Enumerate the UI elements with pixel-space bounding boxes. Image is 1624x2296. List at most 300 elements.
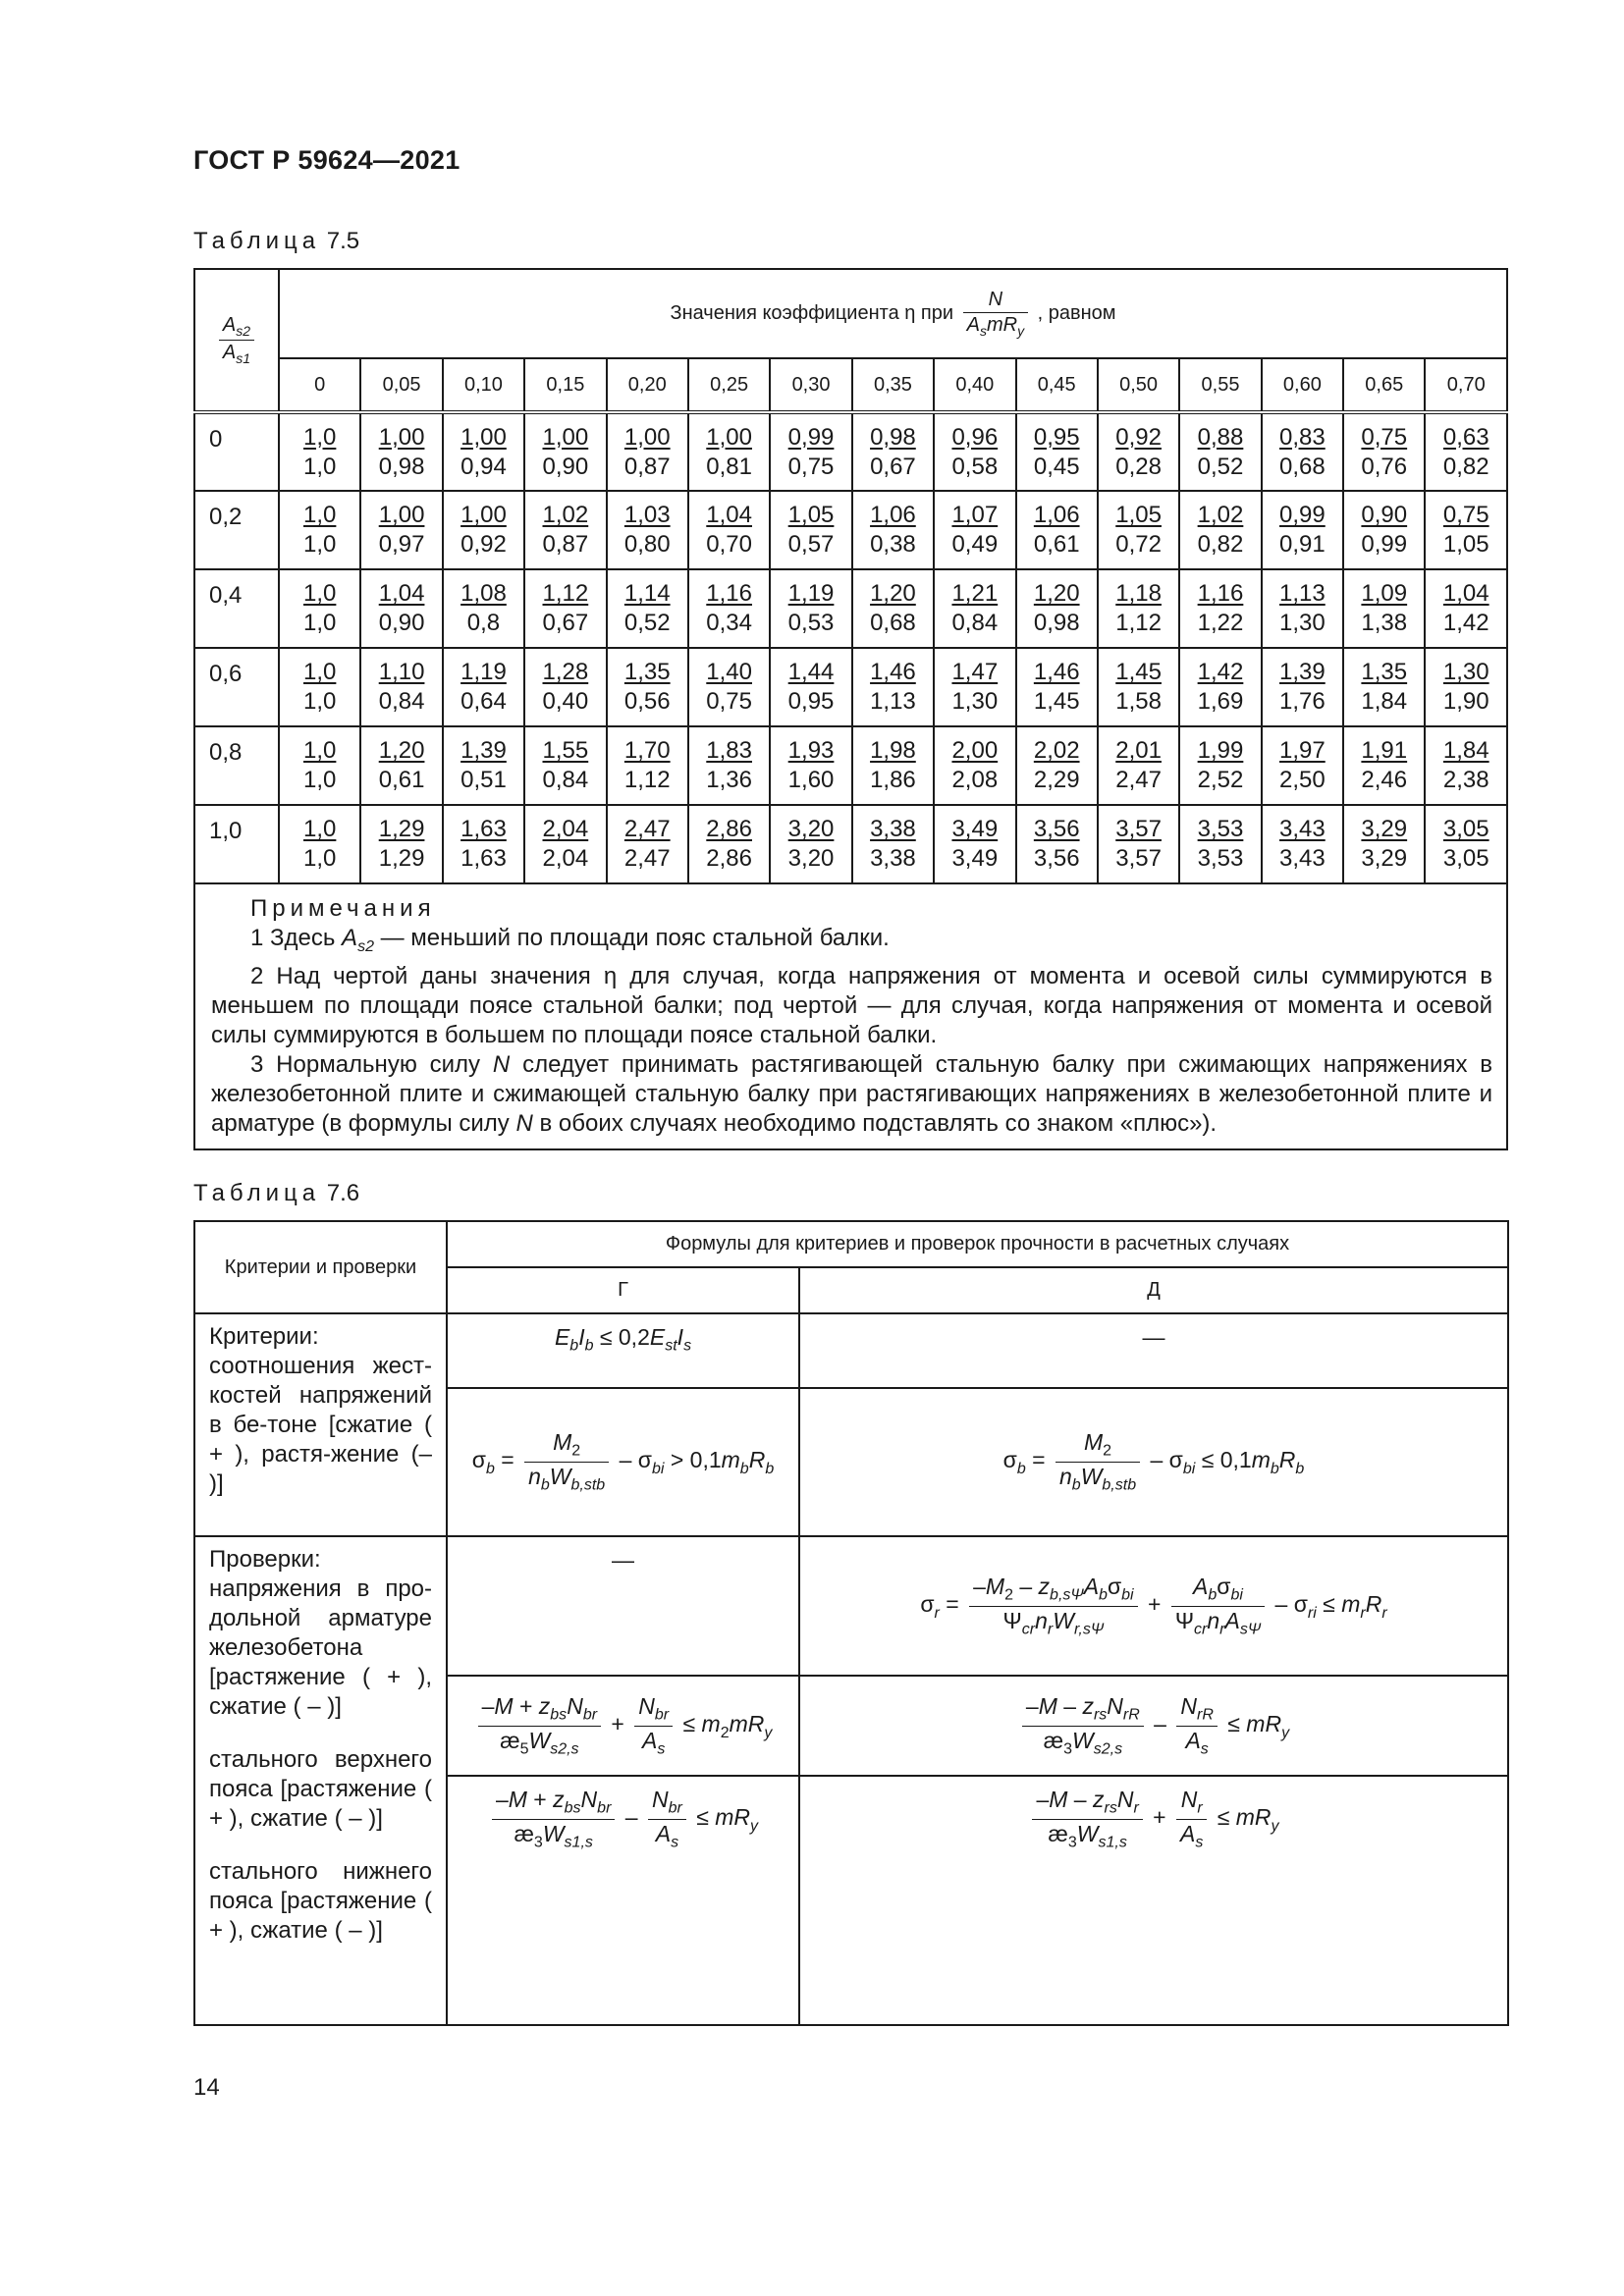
eta-value-cell [688,648,770,726]
eta-value-smaller-flange: 0,99 [787,423,835,451]
ratio-column-header: 0,25 [688,358,770,412]
eta-value-cell [279,569,360,648]
eta-value-smaller-flange: 1,99 [1197,737,1244,764]
eta-value-cell [1098,805,1179,883]
eta-value-smaller-flange: 1,00 [623,423,671,451]
row-ratio-key: 0,8 [194,726,279,805]
eta-value-larger-flange: 1,45 [1033,688,1080,715]
row-ratio-key: 0 [194,412,279,491]
eta-value-cell [279,726,360,805]
eta-value-smaller-flange: 0,96 [951,423,999,451]
eta-value-smaller-flange: 0,75 [1361,423,1408,451]
eta-value-smaller-flange: 1,14 [623,580,671,607]
stiffness-criterion-g: $E_bI_b \le 0,2E_{st}I_s$ [447,1313,799,1388]
eta-value-cell [1343,569,1425,648]
eta-value-cell [688,726,770,805]
eta-value-smaller-flange: 1,00 [542,423,589,451]
ratio-column-header: 0,05 [360,358,442,412]
note-3: 3 Нормальную силу N следует принимать растягивающей стальную балку при сжимающих напряжениях в железобетонной плите и сжимающей стальную балку при растягивающих напряжениях в железобетонной плите и арматуре (в формулы силу N в обоих случаях необходимо подставлять со знаком «плюс»). [211,1050,1493,1137]
eta-value-larger-flange: 0,80 [623,531,671,558]
eta-value-larger-flange: 0,51 [460,767,507,793]
eta-value-cell [279,412,360,491]
ratio-column-header: 0,30 [770,358,851,412]
eta-value-cell [934,412,1015,491]
eta-value-smaller-flange: 1,05 [1115,502,1162,528]
eta-value-smaller-flange: 1,00 [460,502,507,528]
eta-value-larger-flange: 0,34 [706,610,752,636]
eta-value-cell [607,412,688,491]
eta-value-smaller-flange: 3,38 [870,816,916,842]
eta-value-smaller-flange: 2,00 [951,737,999,764]
eta-value-cell [934,569,1015,648]
eta-value-cell [1179,491,1261,569]
eta-value-smaller-flange: 1,91 [1361,737,1408,764]
eta-value-larger-flange: 0,67 [870,453,916,480]
eta-value-larger-flange: 2,08 [951,767,999,793]
eta-value-cell [934,726,1015,805]
eta-value-larger-flange: 1,29 [378,845,425,872]
rebar-check-g: — [447,1536,799,1676]
eta-value-smaller-flange: 1,46 [870,659,916,685]
eta-value-larger-flange: 1,60 [787,767,835,793]
eta-value-larger-flange: 1,0 [303,610,337,636]
eta-value-smaller-flange: 3,20 [787,816,835,842]
table-row [194,726,1507,805]
eta-value-larger-flange: 3,05 [1442,845,1489,872]
eta-value-cell [524,648,606,726]
ratio-column-header: 0,50 [1098,358,1179,412]
eta-value-larger-flange: 1,0 [303,767,337,793]
row-ratio-key: 1,0 [194,805,279,883]
eta-value-cell [1016,491,1098,569]
eta-value-smaller-flange: 1,05 [787,502,835,528]
eta-value-cell [443,491,524,569]
eta-value-smaller-flange: 3,05 [1442,816,1489,842]
eta-value-cell [1098,726,1179,805]
concrete-stress-criterion-d: $\sigma_b$ = $\frac{M_2}{n_bW_{b,stb}}$ – $\sigma_{bi} \le 0,1m_bR_b$ [799,1388,1508,1536]
eta-value-larger-flange: 3,49 [951,845,999,872]
eta-value-larger-flange: 0,90 [378,610,425,636]
eta-value-larger-flange: 0,52 [1197,453,1244,480]
eta-value-smaller-flange: 3,29 [1361,816,1408,842]
eta-value-smaller-flange: 1,44 [787,659,835,685]
eta-value-larger-flange: 0,38 [870,531,916,558]
eta-value-smaller-flange: 1,70 [623,737,671,764]
concrete-stress-criterion-g: $\sigma_b$ = $\frac{M_2}{n_bW_{b,stb}}$ – $\sigma_{bi} > 0,1m_bR_b$ [447,1388,799,1536]
eta-value-cell [688,805,770,883]
eta-value-smaller-flange: 1,00 [378,502,425,528]
eta-value-larger-flange: 2,38 [1442,767,1489,793]
eta-value-smaller-flange: 1,0 [303,737,337,764]
eta-value-smaller-flange: 3,57 [1115,816,1162,842]
eta-value-cell [524,805,606,883]
eta-value-larger-flange: 0,8 [466,610,501,636]
eta-value-cell [770,569,851,648]
eta-value-larger-flange: 0,98 [1033,610,1080,636]
caption-word: Таблица [193,228,321,254]
eta-value-larger-flange: 3,38 [870,845,916,872]
eta-value-smaller-flange: 1,06 [870,502,916,528]
eta-value-cell [524,726,606,805]
eta-value-cell [524,491,606,569]
ratio-column-header: 0,15 [524,358,606,412]
eta-value-cell [1343,648,1425,726]
eta-value-larger-flange: 0,82 [1442,453,1489,480]
row-ratio-key: 0,6 [194,648,279,726]
eta-value-cell [852,805,934,883]
eta-value-larger-flange: 1,63 [460,845,507,872]
eta-value-smaller-flange: 1,55 [542,737,589,764]
eta-value-smaller-flange: 1,08 [460,580,507,607]
eta-value-cell [607,805,688,883]
eta-value-smaller-flange: 1,19 [460,659,507,685]
eta-value-smaller-flange: 1,0 [303,502,337,528]
eta-value-cell [1262,648,1343,726]
eta-value-smaller-flange: 1,63 [460,816,507,842]
eta-value-larger-flange: 0,68 [870,610,916,636]
case-g-header: Г [447,1267,799,1313]
eta-value-cell [688,412,770,491]
eta-value-smaller-flange: 1,20 [378,737,425,764]
eta-value-larger-flange: 1,22 [1197,610,1244,636]
page-number: 14 [193,2074,220,2101]
eta-value-larger-flange: 1,42 [1442,610,1489,636]
eta-value-smaller-flange: 1,29 [378,816,425,842]
eta-value-smaller-flange: 1,28 [542,659,589,685]
eta-value-larger-flange: 0,68 [1279,453,1326,480]
eta-value-larger-flange: 0,52 [623,610,671,636]
eta-value-larger-flange: 2,46 [1361,767,1408,793]
eta-value-cell [360,726,442,805]
eta-value-cell [1425,648,1507,726]
eta-value-smaller-flange: 1,07 [951,502,999,528]
eta-value-smaller-flange: 0,88 [1197,423,1244,451]
eta-value-larger-flange: 0,92 [460,531,507,558]
eta-value-larger-flange: 1,0 [303,688,337,715]
rebar-check-d: $\sigma_r$ = $\frac{-M_2 - z_{b,s\Psi}A_b\sigma_{bi}}{\Psi_{cr}n_rW_{r,s\Psi}}$ + $\frac{A_b\sigma_{bi}}{\Psi_{cr}n_rA_{s\Psi}}$ – $\sigma_{ri} \le m_rR_r$ [799,1536,1508,1676]
eta-value-cell [770,491,851,569]
eta-value-smaller-flange: 1,12 [542,580,589,607]
eta-value-cell [1179,805,1261,883]
eta-value-cell [852,726,934,805]
eta-value-cell [524,569,606,648]
eta-value-cell [1425,412,1507,491]
eta-value-cell [1425,726,1507,805]
table-row [194,412,1507,491]
eta-value-cell [1179,412,1261,491]
eta-value-cell [1262,412,1343,491]
eta-value-larger-flange: 2,04 [542,845,589,872]
caption-number: 7.5 [326,228,360,254]
eta-value-smaller-flange: 1,0 [303,659,337,685]
eta-value-smaller-flange: 1,00 [460,423,507,451]
ratio-column-header: 0,70 [1425,358,1507,412]
eta-value-cell [852,491,934,569]
eta-value-cell [360,412,442,491]
eta-value-smaller-flange: 3,43 [1279,816,1326,842]
eta-value-smaller-flange: 1,03 [623,502,671,528]
eta-value-cell [1343,412,1425,491]
criteria-column-header: Критерии и проверки [194,1221,447,1313]
table-7-6 [193,1220,1509,2026]
ratio-column-header: 0 [279,358,360,412]
eta-value-larger-flange: 2,50 [1279,767,1326,793]
eta-value-larger-flange: 1,0 [303,845,337,872]
eta-value-cell [1179,648,1261,726]
eta-value-larger-flange: 1,69 [1197,688,1244,715]
eta-value-cell [1262,805,1343,883]
eta-value-smaller-flange: 1,00 [706,423,752,451]
eta-value-cell [852,648,934,726]
eta-value-smaller-flange: 1,45 [1115,659,1162,685]
eta-value-cell [1098,569,1179,648]
eta-value-larger-flange: 1,76 [1279,688,1326,715]
eta-value-cell [1425,805,1507,883]
eta-value-cell [1343,726,1425,805]
eta-value-smaller-flange: 1,09 [1361,580,1408,607]
eta-value-smaller-flange: 0,98 [870,423,916,451]
eta-value-cell [1262,726,1343,805]
table-7-5-caption [193,228,359,255]
eta-value-larger-flange: 0,57 [787,531,835,558]
note-2: 2 Над чертой даны значения η для случая, когда напряжения от момента и осевой силы суммируются в меньшем по площади поясе стальной балки; под чертой — для случая, когда напряжения от момента и осевой силы суммируются в большем по площади поясе стальной балки. [211,962,1493,1048]
eta-value-cell [934,491,1015,569]
eta-value-smaller-flange: 1,13 [1279,580,1326,607]
eta-value-larger-flange: 0,61 [1033,531,1080,558]
formulas-group-header: Формулы для критериев и проверок прочности в расчетных случаях [447,1221,1508,1267]
eta-value-larger-flange: 2,52 [1197,767,1244,793]
eta-value-cell [1098,412,1179,491]
eta-value-larger-flange: 1,13 [870,688,916,715]
eta-value-larger-flange: 0,82 [1197,531,1244,558]
eta-value-smaller-flange: 1,83 [706,737,752,764]
eta-value-smaller-flange: 1,04 [378,580,425,607]
eta-value-smaller-flange: 0,83 [1279,423,1326,451]
top-flange-check-d: $\frac{-M - z_{rs}N_{rR}}{æ_3W_{s2,s}}$ – $\frac{N_{rR}}{A_s}$ ≤ $mR_y$ [799,1676,1508,1776]
eta-value-cell [1016,412,1098,491]
eta-value-larger-flange: 0,45 [1033,453,1080,480]
eta-value-larger-flange: 2,86 [706,845,752,872]
eta-value-larger-flange: 1,0 [303,531,337,558]
eta-value-larger-flange: 0,99 [1361,531,1408,558]
note-1: 1 Здесь $A_{s2}$ — меньший по площади пояс стальной балки. [250,925,890,955]
eta-value-cell [360,805,442,883]
eta-value-cell [852,412,934,491]
caption-word: Таблица [193,1180,321,1206]
eta-value-larger-flange: 0,67 [542,610,589,636]
eta-value-larger-flange: 3,56 [1033,845,1080,872]
eta-value-larger-flange: 0,94 [460,453,507,480]
eta-value-smaller-flange: 1,20 [1033,580,1080,607]
eta-value-cell [1343,491,1425,569]
eta-value-smaller-flange: 1,35 [1361,659,1408,685]
eta-value-cell [607,648,688,726]
eta-value-smaller-flange: 0,92 [1115,423,1162,451]
eta-value-larger-flange: 0,90 [542,453,589,480]
eta-value-cell [1425,569,1507,648]
eta-value-cell [770,412,851,491]
eta-value-cell [1016,648,1098,726]
eta-value-larger-flange: 0,87 [623,453,671,480]
eta-value-larger-flange: 1,84 [1361,688,1408,715]
eta-value-cell [524,412,606,491]
eta-value-larger-flange: 0,61 [378,767,425,793]
eta-value-larger-flange: 0,28 [1115,453,1162,480]
eta-value-cell [934,805,1015,883]
eta-value-larger-flange: 0,40 [542,688,589,715]
table-row [194,491,1507,569]
eta-value-cell [607,569,688,648]
table-row [194,648,1507,726]
eta-value-smaller-flange: 2,04 [542,816,589,842]
eta-value-smaller-flange: 1,98 [870,737,916,764]
eta-value-larger-flange: 1,0 [303,453,337,480]
eta-value-larger-flange: 1,12 [623,767,671,793]
eta-value-smaller-flange: 2,02 [1033,737,1080,764]
eta-value-cell [279,648,360,726]
eta-value-smaller-flange: 1,0 [303,816,337,842]
eta-value-smaller-flange: 1,35 [623,659,671,685]
eta-value-larger-flange: 3,57 [1115,845,1162,872]
eta-value-larger-flange: 1,30 [1279,610,1326,636]
eta-value-smaller-flange: 1,84 [1442,737,1489,764]
eta-value-cell [1179,726,1261,805]
eta-value-smaller-flange: 1,0 [303,423,337,451]
eta-value-cell [443,412,524,491]
document-id: ГОСТ Р 59624—2021 [193,145,460,175]
eta-value-cell [607,726,688,805]
ratio-column-header: 0,10 [443,358,524,412]
eta-value-cell [770,648,851,726]
eta-value-smaller-flange: 0,75 [1442,502,1489,528]
eta-value-smaller-flange: 1,42 [1197,659,1244,685]
eta-value-larger-flange: 1,30 [951,688,999,715]
eta-group-header: Значения коэффициента η при $\frac{N}{A_smR_y}$ , равном [279,269,1507,358]
check-label-rebar: Проверки: напряжения в про-дольной арматуре железобетона [растяжение ( + ), сжатие ( – )] [209,1546,432,1720]
eta-value-cell [1425,491,1507,569]
eta-value-larger-flange: 1,05 [1442,531,1489,558]
eta-value-cell [1262,569,1343,648]
eta-value-larger-flange: 0,75 [706,688,752,715]
eta-value-smaller-flange: 0,95 [1033,423,1080,451]
eta-value-smaller-flange: 0,99 [1279,502,1326,528]
eta-value-cell [279,805,360,883]
ratio-column-header: 0,65 [1343,358,1425,412]
eta-value-larger-flange: 1,38 [1361,610,1408,636]
eta-value-smaller-flange: 1,40 [706,659,752,685]
eta-value-smaller-flange: 3,56 [1033,816,1080,842]
eta-value-smaller-flange: 1,20 [870,580,916,607]
eta-value-cell [770,726,851,805]
eta-value-larger-flange: 0,76 [1361,453,1408,480]
eta-value-smaller-flange: 1,04 [706,502,752,528]
eta-value-larger-flange: 0,64 [460,688,507,715]
row-ratio-key: 0,4 [194,569,279,648]
eta-value-larger-flange: 0,70 [706,531,752,558]
eta-value-larger-flange: 0,53 [787,610,835,636]
eta-value-cell [1098,648,1179,726]
eta-value-larger-flange: 0,87 [542,531,589,558]
eta-value-cell [688,569,770,648]
eta-value-smaller-flange: 0,63 [1442,423,1489,451]
eta-value-smaller-flange: 1,16 [706,580,752,607]
eta-value-larger-flange: 1,58 [1115,688,1162,715]
eta-value-cell [279,491,360,569]
eta-value-larger-flange: 3,20 [787,845,835,872]
eta-value-cell [360,491,442,569]
eta-value-smaller-flange: 1,39 [1279,659,1326,685]
notes-title: Примечания [250,895,436,922]
ratio-column-header: 0,55 [1179,358,1261,412]
eta-value-larger-flange: 1,36 [706,767,752,793]
eta-value-larger-flange: 0,97 [378,531,425,558]
eta-value-smaller-flange: 1,02 [1197,502,1244,528]
eta-value-larger-flange: 0,49 [951,531,999,558]
eta-value-larger-flange: 0,75 [787,453,835,480]
eta-value-smaller-flange: 1,04 [1442,580,1489,607]
ratio-column-header: 0,20 [607,358,688,412]
eta-value-cell [360,569,442,648]
eta-value-cell [1016,726,1098,805]
eta-value-smaller-flange: 2,86 [706,816,752,842]
eta-value-smaller-flange: 1,0 [303,580,337,607]
eta-value-cell [1179,569,1261,648]
bottom-flange-check-g: $\frac{-M + z_{bs}N_{br}}{æ_3W_{s1,s}}$ – $\frac{N_{br}}{A_s}$ ≤ $mR_y$ [447,1776,799,2025]
table-7-5-notes [194,883,1507,1149]
eta-value-cell [607,491,688,569]
eta-value-cell [688,491,770,569]
eta-value-smaller-flange: 1,06 [1033,502,1080,528]
eta-value-smaller-flange: 1,39 [460,737,507,764]
eta-value-smaller-flange: 1,47 [951,659,999,685]
eta-value-cell [770,805,851,883]
eta-value-smaller-flange: 1,16 [1197,580,1244,607]
eta-value-larger-flange: 2,47 [623,845,671,872]
eta-value-cell [443,648,524,726]
eta-value-larger-flange: 0,72 [1115,531,1162,558]
eta-value-cell [1262,491,1343,569]
row-ratio-key: 0,2 [194,491,279,569]
eta-value-larger-flange: 0,84 [951,610,999,636]
eta-value-larger-flange: 3,53 [1197,845,1244,872]
eta-value-cell [443,726,524,805]
eta-value-smaller-flange: 1,46 [1033,659,1080,685]
eta-value-larger-flange: 0,58 [951,453,999,480]
eta-value-smaller-flange: 1,00 [378,423,425,451]
eta-value-larger-flange: 0,91 [1279,531,1326,558]
eta-value-larger-flange: 2,29 [1033,767,1080,793]
eta-value-smaller-flange: 0,90 [1361,502,1408,528]
criteria-label: Критерии: соотношения жест-костей напряжений в бе-тоне [сжатие ( + ), растя-жение (– )] [194,1313,447,1536]
eta-value-cell [1343,805,1425,883]
eta-value-smaller-flange: 1,02 [542,502,589,528]
ratio-column-header: 0,40 [934,358,1015,412]
case-d-header: Д [799,1267,1508,1313]
ratio-column-header: 0,45 [1016,358,1098,412]
ratio-column-header: 0,35 [852,358,934,412]
eta-value-larger-flange: 0,84 [542,767,589,793]
caption-number: 7.6 [326,1180,360,1206]
eta-value-larger-flange: 1,86 [870,767,916,793]
eta-value-cell [1016,805,1098,883]
eta-value-larger-flange: 3,29 [1361,845,1408,872]
eta-value-smaller-flange: 1,30 [1442,659,1489,685]
eta-value-smaller-flange: 2,01 [1115,737,1162,764]
eta-value-smaller-flange: 1,93 [787,737,835,764]
eta-value-cell [1098,491,1179,569]
eta-value-cell [852,569,934,648]
table-row [194,569,1507,648]
